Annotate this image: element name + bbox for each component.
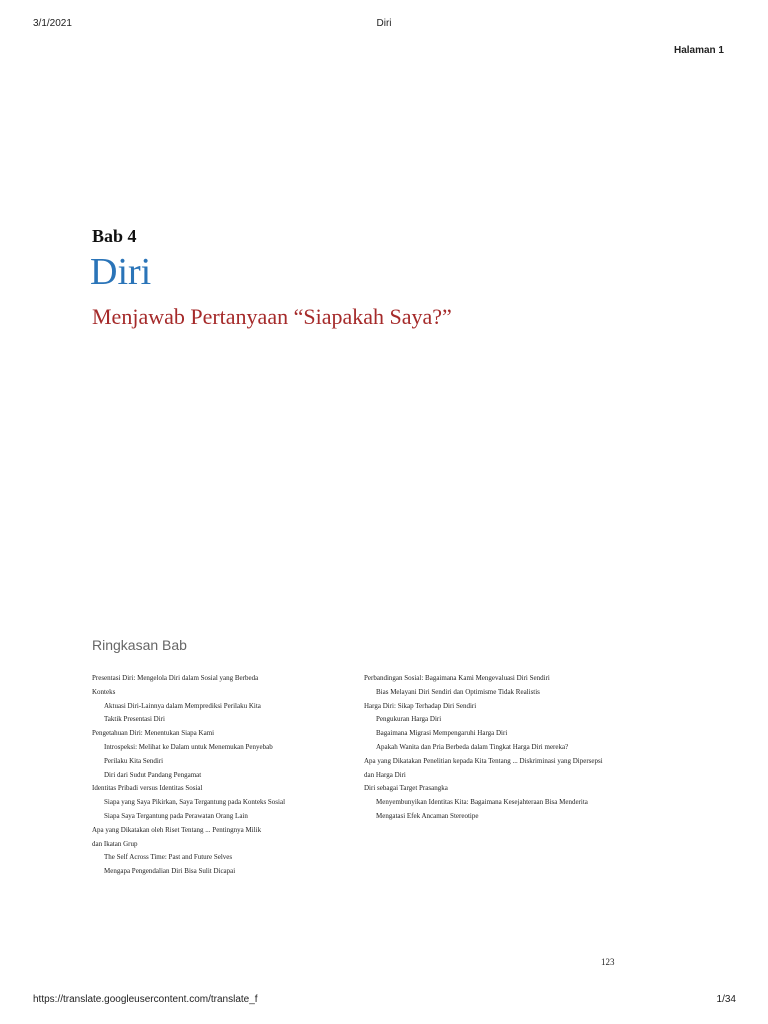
browser-print-footer [0,994,768,1008]
toc-entry: Presentasi Diri: Mengelola Diri dalam Sosial yang Berbeda [92,674,259,682]
browser-print-header [0,18,768,32]
print-title: Diri [376,18,392,29]
toc-entry: Pengukuran Harga Diri [376,715,442,724]
toc-entry: Siapa yang Saya Pikirkan, Saya Tergantung pada Konteks Sosial [104,798,286,807]
chapter-number: Bab 4 [92,226,137,246]
toc-entry: dan Ikatan Grup [92,839,138,848]
toc-entry: Harga Diri: Sikap Terhadap Diri Sendiri [364,701,477,710]
toc-entry: Apa yang Dikatakan Penelitian kepada Kita Tentang ... Diskriminasi yang Dipersepsi [364,756,603,765]
toc-entry: Mengapa Pengendalian Diri Bisa Sulit Dicapai [104,867,236,876]
summary-heading: Ringkasan Bab [92,637,187,653]
toc-left-column [92,672,322,879]
toc-entry: Siapa Saya Tergantung pada Perawatan Orang Lain [104,811,248,820]
print-page-count: 1/34 [716,994,736,1005]
chapter-subtitle: Menjawab Pertanyaan “Siapakah Saya?” [92,304,452,329]
toc-entry: Bagaimana Migrasi Mempengaruhi Harga Diri [376,729,508,738]
print-url: https://translate.googleusercontent.com/translate_f [33,994,258,1005]
toc-entry: Introspeksi: Melihat ke Dalam untuk Menemukan Penyebab [104,742,273,751]
toc-entry: Diri sebagai Target Prasangka [364,784,448,793]
toc-right-column [364,672,644,824]
toc-entry: Perilaku Kita Sendiri [104,756,164,765]
toc-entry: Mengatasi Efek Ancaman Stereotipe [376,811,479,820]
page-label: Halaman 1 [673,45,724,56]
chapter-title: Diri [90,251,152,293]
toc-entry: Diri dari Sudut Pandang Pengamat [104,770,202,779]
toc-entry: Identitas Pribadi versus Identitas Sosial [92,784,203,793]
toc-entry: Taktik Presentasi Diri [104,715,165,724]
toc-entry: Apa yang Dikatakan oleh Riset Tentang ... Pentingnya Milik [92,825,262,834]
toc-entry: Menyembunyikan Identitas Kita: Bagaimana Kesejahteraan Bisa Menderita [376,798,588,807]
toc-entry: dan Harga Diri [364,770,406,779]
page-number: 123 [601,957,615,967]
toc-entry: Bias Melayani Diri Sendiri dan Optimisme Tidak Realistis [376,687,540,696]
print-date: 3/1/2021 [33,18,72,29]
toc-entry: Pengetahuan Diri: Menentukan Siapa Kami [92,729,215,738]
toc-entry: Apakah Wanita dan Pria Berbeda dalam Tingkat Harga Diri mereka? [376,742,569,751]
toc-entry: Aktuasi Diri-Lainnya dalam Memprediksi Perilaku Kita [104,701,261,710]
toc-entry: Perbandingan Sosial: Bagaimana Kami Mengevaluasi Diri Sendiri [364,674,550,682]
toc-entry: Konteks [92,687,116,696]
toc-entry: The Self Across Time: Past and Future Selves [104,853,233,862]
